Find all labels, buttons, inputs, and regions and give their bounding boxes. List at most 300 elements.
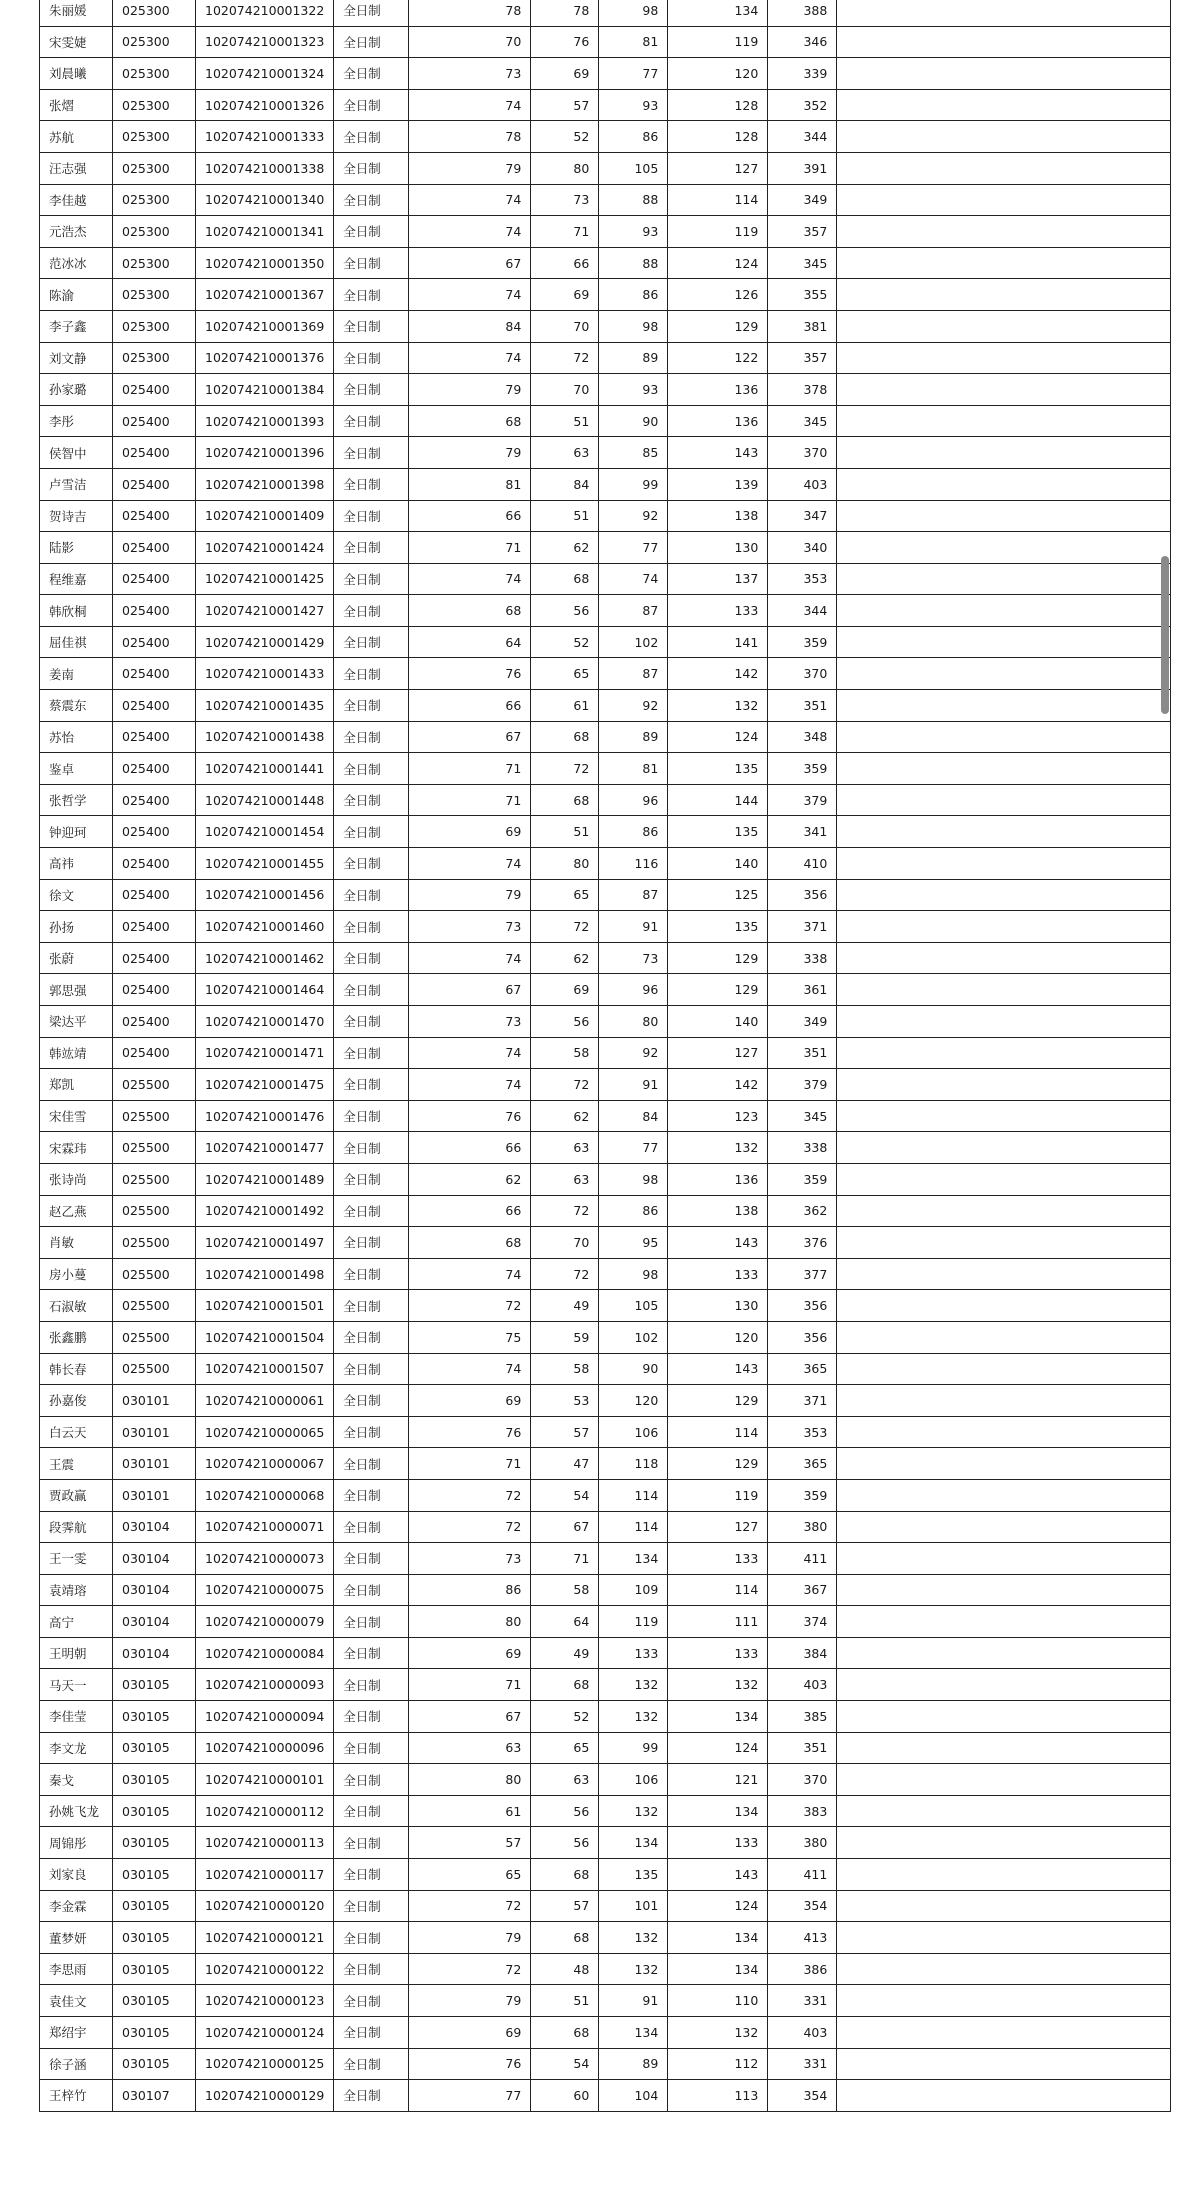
table-row [40,911,1171,943]
total-score-cell: 374 [768,1606,837,1638]
empty-cell [837,437,1171,469]
empty-cell [837,1290,1171,1322]
subject2-score-cell: 136 [668,1163,768,1195]
total-score-cell: 345 [768,247,837,279]
politics-score-cell: 68 [409,1227,531,1259]
study-mode-cell: 全日制 [334,911,409,943]
foreign-language-score-cell: 65 [531,1732,599,1764]
student-name-cell: 徐子涵 [40,2048,113,2080]
politics-score-cell: 74 [409,1037,531,1069]
major-code-cell: 030105 [113,1701,196,1733]
foreign-language-score-cell: 72 [531,1069,599,1101]
total-score-cell: 345 [768,1100,837,1132]
study-mode-cell: 全日制 [334,89,409,121]
major-code-cell: 025500 [113,1100,196,1132]
empty-cell [837,1227,1171,1259]
table-row [40,26,1171,58]
total-score-cell: 371 [768,1385,837,1417]
major-code-cell: 025500 [113,1195,196,1227]
study-mode-cell: 全日制 [334,152,409,184]
empty-cell [837,1827,1171,1859]
score-table-container [39,0,1171,2112]
subject1-score-cell: 98 [599,310,668,342]
empty-cell [837,1195,1171,1227]
student-name-cell: 刘家良 [40,1859,113,1891]
empty-cell [837,468,1171,500]
empty-cell [837,152,1171,184]
foreign-language-score-cell: 51 [531,1985,599,2017]
empty-cell [837,26,1171,58]
subject2-score-cell: 119 [668,1479,768,1511]
exam-id-cell: 102074210000122 [196,1953,334,1985]
exam-id-cell: 102074210001409 [196,500,334,532]
study-mode-cell: 全日制 [334,1606,409,1638]
politics-score-cell: 77 [409,2080,531,2112]
subject1-score-cell: 86 [599,279,668,311]
foreign-language-score-cell: 57 [531,89,599,121]
empty-cell [837,753,1171,785]
total-score-cell: 349 [768,1006,837,1038]
subject1-score-cell: 101 [599,1890,668,1922]
empty-cell [837,216,1171,248]
major-code-cell: 025500 [113,1258,196,1290]
politics-score-cell: 74 [409,848,531,880]
study-mode-cell: 全日制 [334,405,409,437]
exam-id-cell: 102074210000075 [196,1574,334,1606]
table-row [40,626,1171,658]
subject2-score-cell: 124 [668,721,768,753]
empty-cell [837,690,1171,722]
foreign-language-score-cell: 70 [531,374,599,406]
subject2-score-cell: 132 [668,1132,768,1164]
empty-cell [837,563,1171,595]
subject1-score-cell: 99 [599,1732,668,1764]
table-row [40,1764,1171,1796]
study-mode-cell: 全日制 [334,1227,409,1259]
politics-score-cell: 69 [409,1385,531,1417]
subject2-score-cell: 122 [668,342,768,374]
study-mode-cell: 全日制 [334,1890,409,1922]
major-code-cell: 025400 [113,942,196,974]
subject1-score-cell: 135 [599,1859,668,1891]
table-row [40,1890,1171,1922]
table-row [40,1922,1171,1954]
politics-score-cell: 79 [409,437,531,469]
student-name-cell: 秦戈 [40,1764,113,1796]
subject2-score-cell: 143 [668,1353,768,1385]
total-score-cell: 380 [768,1827,837,1859]
major-code-cell: 030105 [113,2017,196,2049]
table-row [40,152,1171,184]
major-code-cell: 030104 [113,1574,196,1606]
politics-score-cell: 74 [409,184,531,216]
subject1-score-cell: 93 [599,374,668,406]
study-mode-cell: 全日制 [334,532,409,564]
major-code-cell: 025300 [113,247,196,279]
student-name-cell: 姜南 [40,658,113,690]
student-name-cell: 孙扬 [40,911,113,943]
foreign-language-score-cell: 52 [531,626,599,658]
study-mode-cell: 全日制 [334,279,409,311]
exam-id-cell: 102074210001507 [196,1353,334,1385]
empty-cell [837,1890,1171,1922]
student-name-cell: 马天一 [40,1669,113,1701]
total-score-cell: 339 [768,58,837,90]
study-mode-cell: 全日制 [334,1448,409,1480]
subject2-score-cell: 127 [668,152,768,184]
exam-id-cell: 102074210001333 [196,121,334,153]
foreign-language-score-cell: 51 [531,816,599,848]
subject2-score-cell: 133 [668,1827,768,1859]
total-score-cell: 356 [768,1290,837,1322]
table-row [40,1290,1171,1322]
exam-id-cell: 102074210001425 [196,563,334,595]
subject1-score-cell: 74 [599,563,668,595]
foreign-language-score-cell: 71 [531,216,599,248]
subject1-score-cell: 86 [599,121,668,153]
total-score-cell: 411 [768,1543,837,1575]
subject1-score-cell: 105 [599,152,668,184]
major-code-cell: 030101 [113,1448,196,1480]
subject2-score-cell: 126 [668,279,768,311]
foreign-language-score-cell: 56 [531,1006,599,1038]
table-row [40,1132,1171,1164]
student-name-cell: 郑绍宇 [40,2017,113,2049]
table-row [40,1732,1171,1764]
major-code-cell: 025400 [113,374,196,406]
total-score-cell: 403 [768,1669,837,1701]
politics-score-cell: 68 [409,405,531,437]
table-row [40,374,1171,406]
exam-id-cell: 102074210000113 [196,1827,334,1859]
major-code-cell: 025400 [113,658,196,690]
subject2-score-cell: 110 [668,1985,768,2017]
table-row [40,1195,1171,1227]
empty-cell [837,595,1171,627]
foreign-language-score-cell: 68 [531,784,599,816]
empty-cell [837,1859,1171,1891]
study-mode-cell: 全日制 [334,1764,409,1796]
total-score-cell: 357 [768,216,837,248]
subject1-score-cell: 87 [599,879,668,911]
subject1-score-cell: 80 [599,1006,668,1038]
student-name-cell: 韩长春 [40,1353,113,1385]
subject1-score-cell: 132 [599,1795,668,1827]
major-code-cell: 025400 [113,500,196,532]
table-row [40,1606,1171,1638]
study-mode-cell: 全日制 [334,1795,409,1827]
student-name-cell: 李彤 [40,405,113,437]
foreign-language-score-cell: 76 [531,26,599,58]
empty-cell [837,1543,1171,1575]
major-code-cell: 025500 [113,1321,196,1353]
total-score-cell: 370 [768,437,837,469]
politics-score-cell: 66 [409,1132,531,1164]
table-row [40,690,1171,722]
empty-cell [837,279,1171,311]
table-row [40,974,1171,1006]
subject1-score-cell: 99 [599,468,668,500]
subject1-score-cell: 133 [599,1637,668,1669]
student-name-cell: 蔡震东 [40,690,113,722]
total-score-cell: 354 [768,1890,837,1922]
student-name-cell: 陆影 [40,532,113,564]
study-mode-cell: 全日制 [334,1353,409,1385]
total-score-cell: 359 [768,1479,837,1511]
subject2-score-cell: 141 [668,626,768,658]
study-mode-cell: 全日制 [334,1985,409,2017]
table-row [40,1511,1171,1543]
subject1-score-cell: 98 [599,0,668,26]
total-score-cell: 376 [768,1227,837,1259]
foreign-language-score-cell: 48 [531,1953,599,1985]
total-score-cell: 413 [768,1922,837,1954]
total-score-cell: 359 [768,1163,837,1195]
empty-cell [837,848,1171,880]
exam-id-cell: 102074210001429 [196,626,334,658]
study-mode-cell: 全日制 [334,310,409,342]
student-name-cell: 韩竑靖 [40,1037,113,1069]
empty-cell [837,1637,1171,1669]
foreign-language-score-cell: 71 [531,1543,599,1575]
table-row [40,1385,1171,1417]
foreign-language-score-cell: 80 [531,848,599,880]
empty-cell [837,1795,1171,1827]
table-row [40,1258,1171,1290]
subject2-score-cell: 127 [668,1511,768,1543]
exam-id-cell: 102074210001477 [196,1132,334,1164]
subject1-score-cell: 86 [599,816,668,848]
foreign-language-score-cell: 49 [531,1637,599,1669]
study-mode-cell: 全日制 [334,374,409,406]
exam-id-cell: 102074210001323 [196,26,334,58]
empty-cell [837,1069,1171,1101]
exam-id-cell: 102074210001476 [196,1100,334,1132]
study-mode-cell: 全日制 [334,1290,409,1322]
subject2-score-cell: 135 [668,816,768,848]
subject1-score-cell: 104 [599,2080,668,2112]
foreign-language-score-cell: 56 [531,1827,599,1859]
foreign-language-score-cell: 52 [531,1701,599,1733]
table-row [40,784,1171,816]
major-code-cell: 025400 [113,468,196,500]
politics-score-cell: 74 [409,1258,531,1290]
subject1-score-cell: 105 [599,1290,668,1322]
study-mode-cell: 全日制 [334,848,409,880]
table-row [40,1479,1171,1511]
student-name-cell: 袁靖瑢 [40,1574,113,1606]
politics-score-cell: 72 [409,1511,531,1543]
foreign-language-score-cell: 62 [531,1100,599,1132]
subject1-score-cell: 92 [599,690,668,722]
total-score-cell: 353 [768,563,837,595]
subject1-score-cell: 132 [599,1922,668,1954]
subject1-score-cell: 93 [599,216,668,248]
empty-cell [837,2048,1171,2080]
total-score-cell: 410 [768,848,837,880]
student-name-cell: 王明朝 [40,1637,113,1669]
exam-id-cell: 102074210001424 [196,532,334,564]
total-score-cell: 359 [768,626,837,658]
table-row [40,532,1171,564]
study-mode-cell: 全日制 [334,1827,409,1859]
foreign-language-score-cell: 57 [531,1890,599,1922]
student-name-cell: 高祎 [40,848,113,880]
exam-id-cell: 102074210000120 [196,1890,334,1922]
exam-id-cell: 102074210000071 [196,1511,334,1543]
politics-score-cell: 67 [409,974,531,1006]
exam-id-cell: 102074210001498 [196,1258,334,1290]
politics-score-cell: 76 [409,1100,531,1132]
student-name-cell: 梁达平 [40,1006,113,1038]
student-name-cell: 李佳越 [40,184,113,216]
politics-score-cell: 72 [409,1890,531,1922]
total-score-cell: 351 [768,1732,837,1764]
vertical-scrollbar-thumb[interactable] [1161,556,1169,714]
major-code-cell: 025400 [113,690,196,722]
politics-score-cell: 57 [409,1827,531,1859]
total-score-cell: 351 [768,1037,837,1069]
subject2-score-cell: 132 [668,690,768,722]
major-code-cell: 025400 [113,595,196,627]
subject2-score-cell: 143 [668,1859,768,1891]
exam-id-cell: 102074210001501 [196,1290,334,1322]
exam-id-cell: 102074210001438 [196,721,334,753]
table-row [40,1827,1171,1859]
major-code-cell: 025300 [113,279,196,311]
empty-cell [837,1037,1171,1069]
empty-cell [837,1353,1171,1385]
student-name-cell: 王梓竹 [40,2080,113,2112]
major-code-cell: 025300 [113,310,196,342]
study-mode-cell: 全日制 [334,58,409,90]
study-mode-cell: 全日制 [334,184,409,216]
empty-cell [837,1100,1171,1132]
table-row [40,437,1171,469]
study-mode-cell: 全日制 [334,216,409,248]
study-mode-cell: 全日制 [334,1163,409,1195]
study-mode-cell: 全日制 [334,784,409,816]
student-name-cell: 鉴卓 [40,753,113,785]
study-mode-cell: 全日制 [334,658,409,690]
empty-cell [837,2017,1171,2049]
student-name-cell: 孙家璐 [40,374,113,406]
total-score-cell: 344 [768,121,837,153]
subject1-score-cell: 106 [599,1416,668,1448]
student-name-cell: 卢雪洁 [40,468,113,500]
exam-id-cell: 102074210000117 [196,1859,334,1891]
subject1-score-cell: 118 [599,1448,668,1480]
exam-id-cell: 102074210000084 [196,1637,334,1669]
foreign-language-score-cell: 58 [531,1574,599,1606]
table-row [40,2048,1171,2080]
subject1-score-cell: 119 [599,1606,668,1638]
exam-id-cell: 102074210000101 [196,1764,334,1796]
politics-score-cell: 66 [409,1195,531,1227]
table-row [40,0,1171,26]
student-name-cell: 陈渝 [40,279,113,311]
politics-score-cell: 61 [409,1795,531,1827]
subject2-score-cell: 121 [668,1764,768,1796]
empty-cell [837,1764,1171,1796]
foreign-language-score-cell: 68 [531,721,599,753]
subject1-score-cell: 84 [599,1100,668,1132]
student-name-cell: 张鑫鹏 [40,1321,113,1353]
subject1-score-cell: 132 [599,1669,668,1701]
student-name-cell: 肖敏 [40,1227,113,1259]
empty-cell [837,89,1171,121]
politics-score-cell: 67 [409,247,531,279]
subject2-score-cell: 142 [668,1069,768,1101]
subject2-score-cell: 111 [668,1606,768,1638]
subject1-score-cell: 95 [599,1227,668,1259]
student-name-cell: 李思雨 [40,1953,113,1985]
table-row [40,247,1171,279]
subject1-score-cell: 87 [599,658,668,690]
total-score-cell: 362 [768,1195,837,1227]
subject2-score-cell: 134 [668,1701,768,1733]
study-mode-cell: 全日制 [334,1701,409,1733]
table-row [40,1701,1171,1733]
exam-id-cell: 102074210000067 [196,1448,334,1480]
exam-id-cell: 102074210001427 [196,595,334,627]
exam-id-cell: 102074210001504 [196,1321,334,1353]
table-row [40,816,1171,848]
major-code-cell: 030105 [113,1985,196,2017]
empty-cell [837,879,1171,911]
exam-id-cell: 102074210001350 [196,247,334,279]
total-score-cell: 403 [768,468,837,500]
empty-cell [837,500,1171,532]
major-code-cell: 025400 [113,784,196,816]
politics-score-cell: 79 [409,1985,531,2017]
total-score-cell: 380 [768,1511,837,1543]
major-code-cell: 030101 [113,1416,196,1448]
table-row [40,468,1171,500]
table-row [40,1953,1171,1985]
foreign-language-score-cell: 47 [531,1448,599,1480]
subject2-score-cell: 136 [668,405,768,437]
table-row [40,1006,1171,1038]
subject1-score-cell: 77 [599,58,668,90]
foreign-language-score-cell: 54 [531,1479,599,1511]
subject2-score-cell: 124 [668,1732,768,1764]
foreign-language-score-cell: 70 [531,310,599,342]
major-code-cell: 025400 [113,879,196,911]
politics-score-cell: 71 [409,532,531,564]
empty-cell [837,247,1171,279]
politics-score-cell: 72 [409,1953,531,1985]
foreign-language-score-cell: 54 [531,2048,599,2080]
empty-cell [837,1985,1171,2017]
table-row [40,1321,1171,1353]
subject2-score-cell: 120 [668,1321,768,1353]
student-name-cell: 程维嘉 [40,563,113,595]
major-code-cell: 025400 [113,1037,196,1069]
student-name-cell: 张诗尚 [40,1163,113,1195]
major-code-cell: 025400 [113,911,196,943]
major-code-cell: 025500 [113,1132,196,1164]
empty-cell [837,1511,1171,1543]
subject1-score-cell: 92 [599,1037,668,1069]
table-row [40,2080,1171,2112]
foreign-language-score-cell: 56 [531,1795,599,1827]
student-name-cell: 李文龙 [40,1732,113,1764]
student-name-cell: 王一雯 [40,1543,113,1575]
empty-cell [837,405,1171,437]
subject2-score-cell: 129 [668,974,768,1006]
politics-score-cell: 73 [409,911,531,943]
